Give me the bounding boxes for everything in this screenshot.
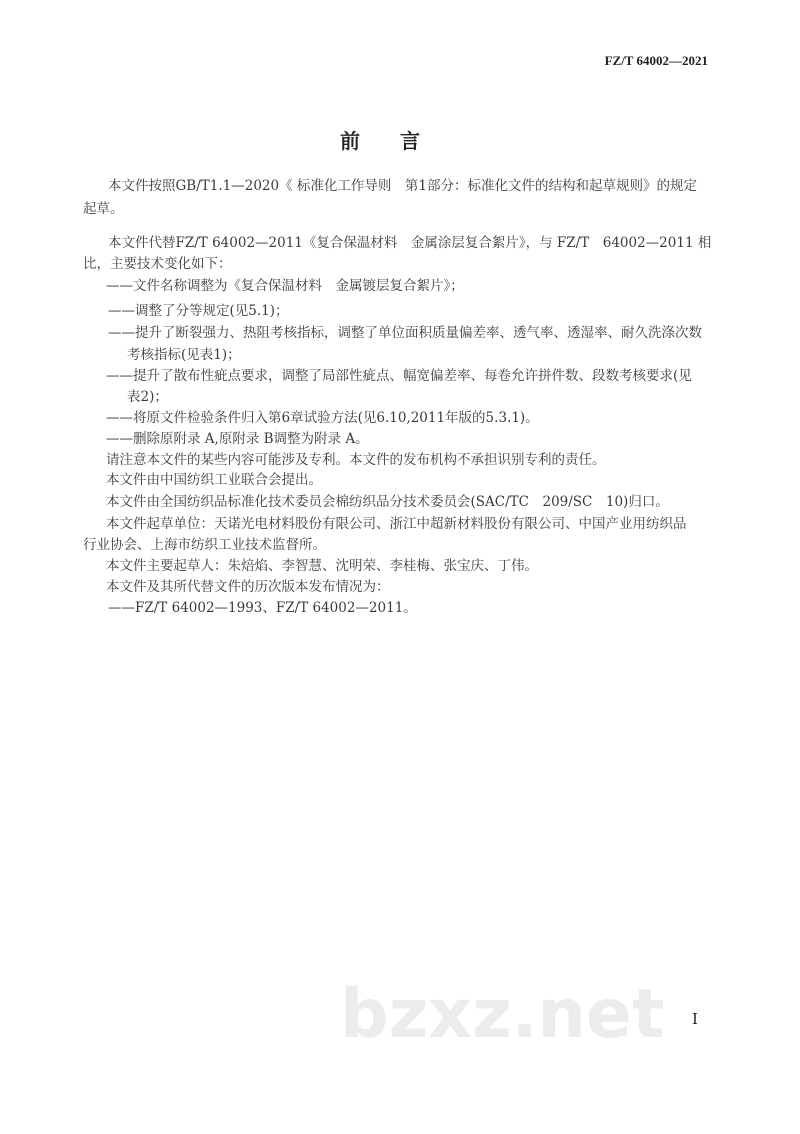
list-item: ——提升了散布性疵点要求，调整了局部性疵点、幅宽偏差率、每卷允许拼件数、段数考核要求(见 xyxy=(106,368,692,384)
paragraph-line: 本文件及其所代替文件的历次版本发布情况为： xyxy=(106,579,390,595)
paragraph-line: 行业协会、上海市纺织工业技术监督所。 xyxy=(83,537,326,553)
list-item: ——将原文件检验条件归入第6章试验方法(见6.10,2011年版的5.3.1)。 xyxy=(106,410,539,426)
paragraph-line: 本文件由全国纺织品标准化技术委员会棉纺织品分技术委员会(SAC/TC 209/SC 10)归口。 xyxy=(106,494,669,510)
paragraph-line: 本文件代替FZ/T 64002—2011《复合保温材料 金属涂层复合絮片》，与 FZ/T 64002—2011 相 xyxy=(108,235,712,251)
list-item: ——删除原附录 A,原附录 B调整为附录 A。 xyxy=(106,431,369,447)
paragraph-line: 比，主要技术变化如下： xyxy=(83,256,232,272)
list-item: ——调整了分等规定(见5.1)； xyxy=(108,303,289,319)
list-item: ——FZ/T 64002—1993、FZ/T 64002—2011。 xyxy=(108,600,417,616)
paragraph-line: 请注意本文件的某些内容可能涉及专利。本文件的发布机构不承担识别专利的责任。 xyxy=(106,452,606,468)
watermark: bzxz.net xyxy=(340,975,665,1054)
paragraph-line: 起草。 xyxy=(83,201,124,217)
list-item: ——文件名称调整为《复合保温材料 金属镀层复合絮片》； xyxy=(106,278,464,294)
paragraph-line: 本文件按照GB/T1.1—2020《 标准化工作导则 第1部分：标准化文件的结构和起草规则》的规定 xyxy=(108,178,697,194)
list-item-continuation: 表2)； xyxy=(127,389,168,405)
document-number: FZ/T 64002—2021 xyxy=(604,53,708,68)
paragraph-line: 本文件主要起草人：朱焙焰、李智慧、沈明荣、李桂梅、张宝庆、丁伟。 xyxy=(106,558,538,574)
list-item-continuation: 考核指标(见表1)； xyxy=(127,347,241,363)
page-number: I xyxy=(692,1010,698,1028)
page-title: 前言 xyxy=(340,129,460,153)
list-item: ——提升了断裂强力、热阻考核指标，调整了单位面积质量偏差率、透气率、透湿率、耐久洗涤次数 xyxy=(108,325,702,341)
paragraph-line: 本文件由中国纺织工业联合会提出。 xyxy=(106,472,322,488)
paragraph-line: 本文件起草单位：天诺光电材料股份有限公司、浙江中超新材料股份有限公司、中国产业用纺织品 xyxy=(106,516,687,532)
